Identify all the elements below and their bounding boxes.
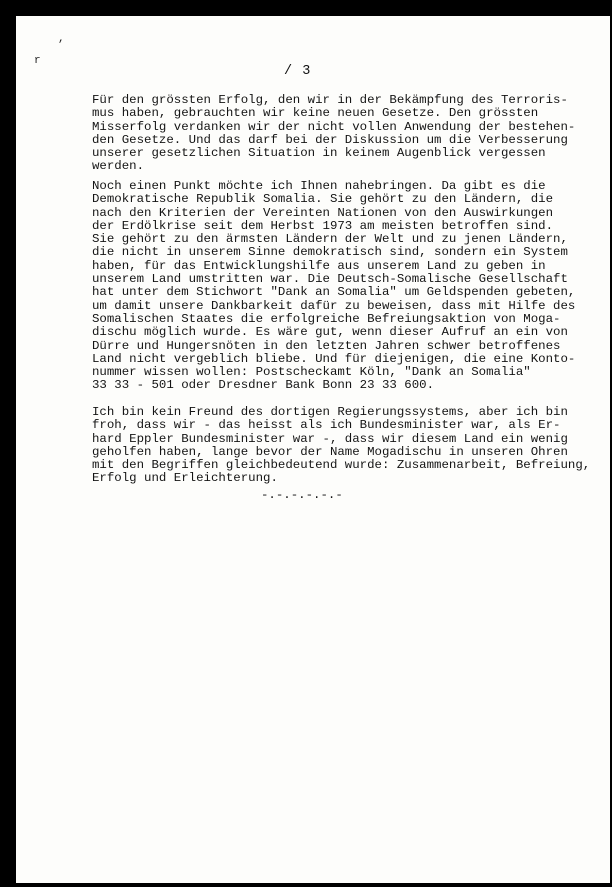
page-number: / 3 xyxy=(284,64,312,79)
paragraph-regierungssystem: Ich bin kein Freund des dortigen Regierungssystems, aber ich bin froh, dass wir - das heisst als ich Bundesminister war, als Er- hard Eppler Bundesminister war -, dass wir diesem Land ein wenig geholfen haben, lange bevor der Name Mogadischu in unseren Ohren mit den Begriffen gleichbedeutend wurde: Zusammenarbeit, Befreiung, Erfolg und Erleichterung. xyxy=(92,405,591,486)
paragraph-terrorism-laws: Für den grössten Erfolg, den wir in der Bekämpfung des Terroris- mus haben, gebrauchten wir keine neuen Gesetze. Den grössten Misserfolg verdanken wir der nicht vollen Anwendung der bestehen- den Gesetze. Und das darf bei der Diskussion um die Verbesserung unserer gesetzlichen Situation in keinem Augenblick vergessen werden. xyxy=(92,93,576,174)
paragraph-somalia: Noch einen Punkt möchte ich Ihnen nahebringen. Da gibt es die Demokratische Republik Somalia. Sie gehört zu den Ländern, die nach den Kriterien der Vereinten Nationen von den Auswirkungen der Erdölkrise seit dem Herbst 1973 am meisten betroffen sind. Sie gehört zu den ärmsten Ländern der Welt und zu jenen Ländern, die nicht in unserem Sinne demokratisch sind, sondern ein System haben, für das Entwicklungshilfe aus unserem Land zu geben in unserem Land umstritten war. Die Deutsch-Somalische Gesellschaft hat unter dem Stichwort "Dank an Somalia" um Geldspenden gebeten, um damit unsere Dankbarkeit dafür zu beweisen, dass mit Hilfe des Somalischen Staates die erfolgreiche Befreiungsaktion von Moga- dischu möglich wurde. Es wäre gut, wenn dieser Aufruf an ein von Dürre und Hungersnöten in den letzten Jahren schwer betroffenes Land nicht vergeblich bliebe. Und für diejenigen, die eine Konto- nummer wissen wollen: Postscheckamt Köln, "Dank an Somalia" 33 33 - 501 oder Dresdner Bank Bonn 23 33 600. xyxy=(92,179,576,393)
scan-mark: , xyxy=(58,33,65,45)
end-separator: -.-.-.-.-.- xyxy=(261,488,343,502)
document-page xyxy=(16,16,610,883)
scan-mark: r xyxy=(34,55,41,67)
